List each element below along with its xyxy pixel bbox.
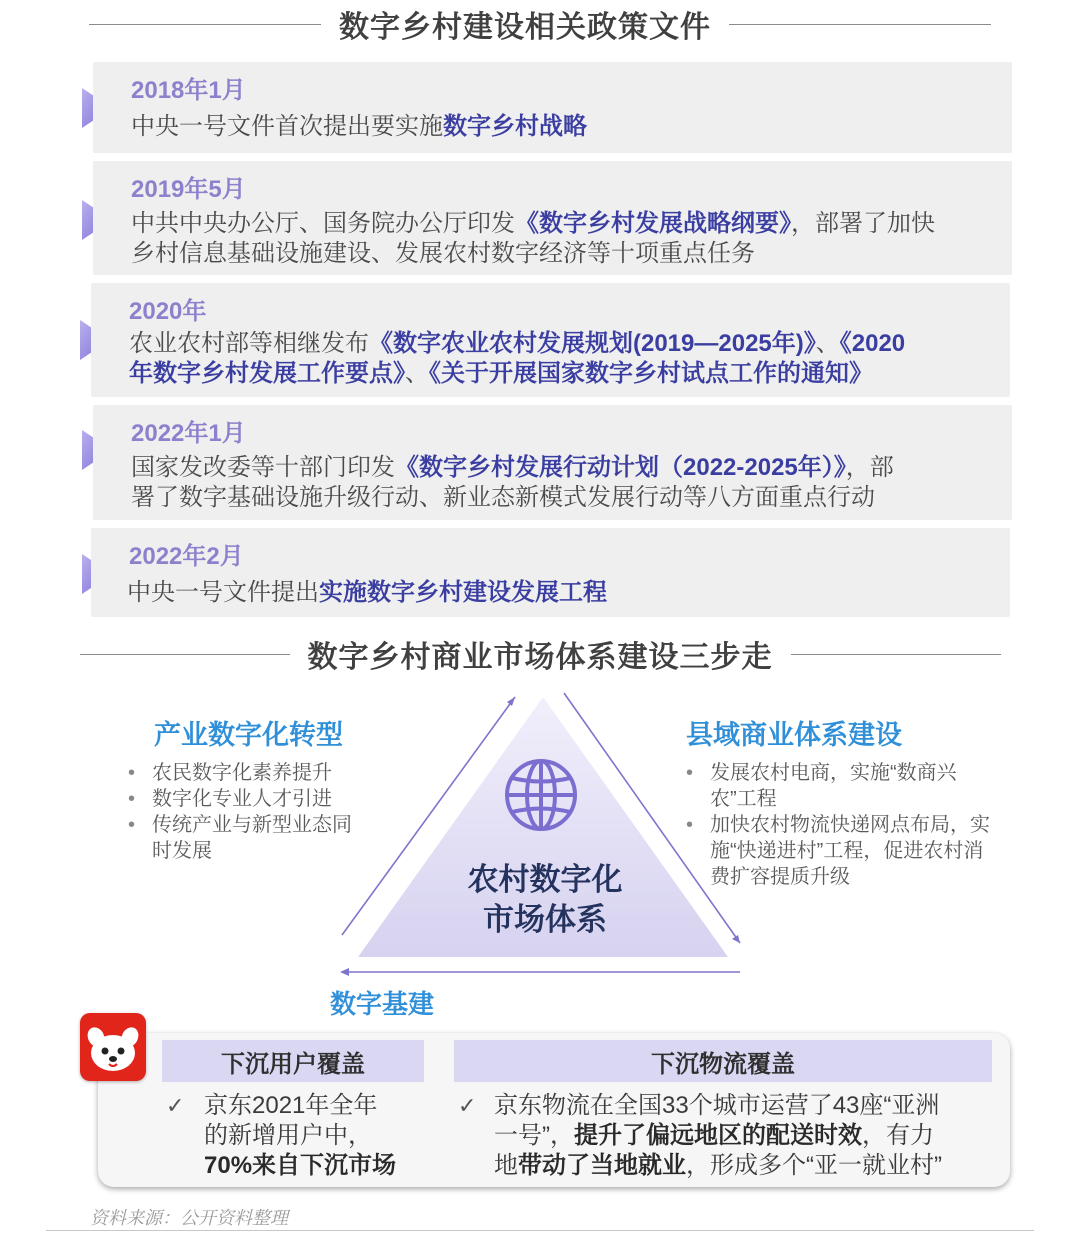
text-emphasis: 提升了偏远地区的配送时效 xyxy=(574,1122,862,1149)
desc-text: 中共中央办公厅、国务院办公厅印发 xyxy=(131,210,515,237)
desc-text: 农业农村部等相继发布 xyxy=(129,330,369,357)
desc-emphasis: 实施数字乡村建设发展工程 xyxy=(319,579,607,606)
desc-emphasis: 《2020 xyxy=(839,330,906,357)
bullet-item: • 发展农村电商，实施“数商兴农”工程 xyxy=(684,760,1000,812)
check-icon: ✓ xyxy=(166,1093,185,1118)
policy-desc xyxy=(127,578,998,608)
desc-text: ，部署了加快 xyxy=(791,210,935,237)
text-line: 京东物流在全国33个城市运营了43座“亚洲 xyxy=(494,1092,940,1119)
title-rule-left xyxy=(89,24,321,25)
policy-item-2020 xyxy=(91,283,1010,397)
check-icon: ✓ xyxy=(458,1093,477,1118)
text-line: ，形成多个“亚一就业村” xyxy=(686,1152,942,1179)
bottom-divider xyxy=(46,1230,1034,1231)
title-rule-right xyxy=(729,24,991,25)
text-line: 一号”， xyxy=(494,1122,574,1149)
policy-title: 数字乡村建设相关政策文件 xyxy=(339,11,711,44)
policy-year: 2020年 xyxy=(129,298,207,325)
center-label-line: 农村数字化 xyxy=(467,862,623,897)
desc-text: 署了数字基础设施升级行动、新业态新模式发展行动等八方面重点行动 xyxy=(131,484,875,511)
source-note: 资料来源：公开资料整理 xyxy=(90,1208,288,1228)
text-line: 地 xyxy=(494,1152,518,1179)
policy-desc xyxy=(131,453,1000,513)
desc-emphasis: 年数字乡村发展工作要点》 xyxy=(129,360,405,387)
policy-item-2018-1 xyxy=(93,62,1012,153)
text-line: 的新增用户中， xyxy=(204,1122,372,1149)
base-step-label: 数字基建 xyxy=(330,989,435,1019)
text-line: 京东2021年全年 xyxy=(204,1092,378,1119)
steps-title: 数字乡村商业市场体系建设三步走 xyxy=(307,641,773,674)
desc-emphasis: 《数字乡村发展行动计划（2022-2025年）》 xyxy=(395,454,846,481)
jd-dog-icon xyxy=(80,1013,146,1081)
arrow-head-up-left xyxy=(507,697,515,706)
policy-year: 2018年1月 xyxy=(131,77,246,104)
policy-item-2022-2 xyxy=(91,528,1010,617)
title-rule-right xyxy=(791,654,1001,655)
left-column-heading: 下沉用户覆盖 xyxy=(162,1040,424,1082)
jd-mascot-logo xyxy=(80,1013,146,1081)
bullet-item: • 数字化专业人才引进 xyxy=(126,786,366,812)
right-column-text xyxy=(494,1091,999,1181)
right-step-bullets xyxy=(684,760,1002,890)
text-emphasis: 70%来自下沉市场 xyxy=(204,1152,397,1179)
desc-emphasis: 《数字农业农村发展规划(2019—2025年)》 xyxy=(369,330,816,357)
steps-section-title xyxy=(0,634,1080,674)
center-label-line: 市场体系 xyxy=(483,902,607,937)
policy-year: 2022年2月 xyxy=(129,543,244,570)
desc-text: 中央一号文件提出 xyxy=(127,579,319,606)
center-label xyxy=(420,860,670,940)
right-column-heading: 下沉物流覆盖 xyxy=(454,1040,992,1082)
desc-text: 中央一号文件首次提出要实施 xyxy=(131,113,443,140)
left-column-text xyxy=(204,1091,424,1181)
desc-text: 、 xyxy=(405,360,429,387)
policy-desc xyxy=(131,112,1000,142)
bullet-item: • 加快农村物流快递网点布局，实施“快递进村”工程，促进农村消费扩容提质升级 xyxy=(684,812,1000,890)
desc-emphasis: 《关于开展国家数字乡村试点工作的通知》 xyxy=(429,360,873,387)
bullet-item: • 传统产业与新型业态同时发展 xyxy=(126,812,362,864)
policy-desc xyxy=(131,209,1000,269)
title-rule-left xyxy=(80,654,290,655)
desc-emphasis: 《数字乡村发展战略纲要》 xyxy=(515,210,791,237)
desc-emphasis: 数字乡村战略 xyxy=(443,113,587,140)
policy-year: 2019年5月 xyxy=(131,176,246,203)
desc-text: 、 xyxy=(815,330,840,357)
desc-text: ，部 xyxy=(845,454,894,481)
desc-text: 国家发改委等十部门印发 xyxy=(131,454,395,481)
left-step-heading: 产业数字化转型 xyxy=(154,720,343,750)
policy-desc xyxy=(129,329,1008,389)
policy-year: 2022年1月 xyxy=(131,420,246,447)
desc-text: 乡村信息基础设施建设、发展农村数字经济等十项重点任务 xyxy=(131,240,755,267)
arrow-head-left-bottom xyxy=(340,968,349,976)
text-emphasis: 带动了当地就业 xyxy=(518,1152,686,1179)
text-line: ，有力 xyxy=(862,1122,934,1149)
policy-section-title xyxy=(0,4,1080,44)
policy-item-2022-1 xyxy=(93,405,1012,520)
left-step-bullets xyxy=(126,760,366,864)
bullet-item: • 农民数字化素养提升 xyxy=(126,760,366,786)
policy-item-2019-5 xyxy=(93,161,1012,275)
right-step-heading: 县域商业体系建设 xyxy=(686,720,902,750)
globe-icon xyxy=(507,761,575,829)
